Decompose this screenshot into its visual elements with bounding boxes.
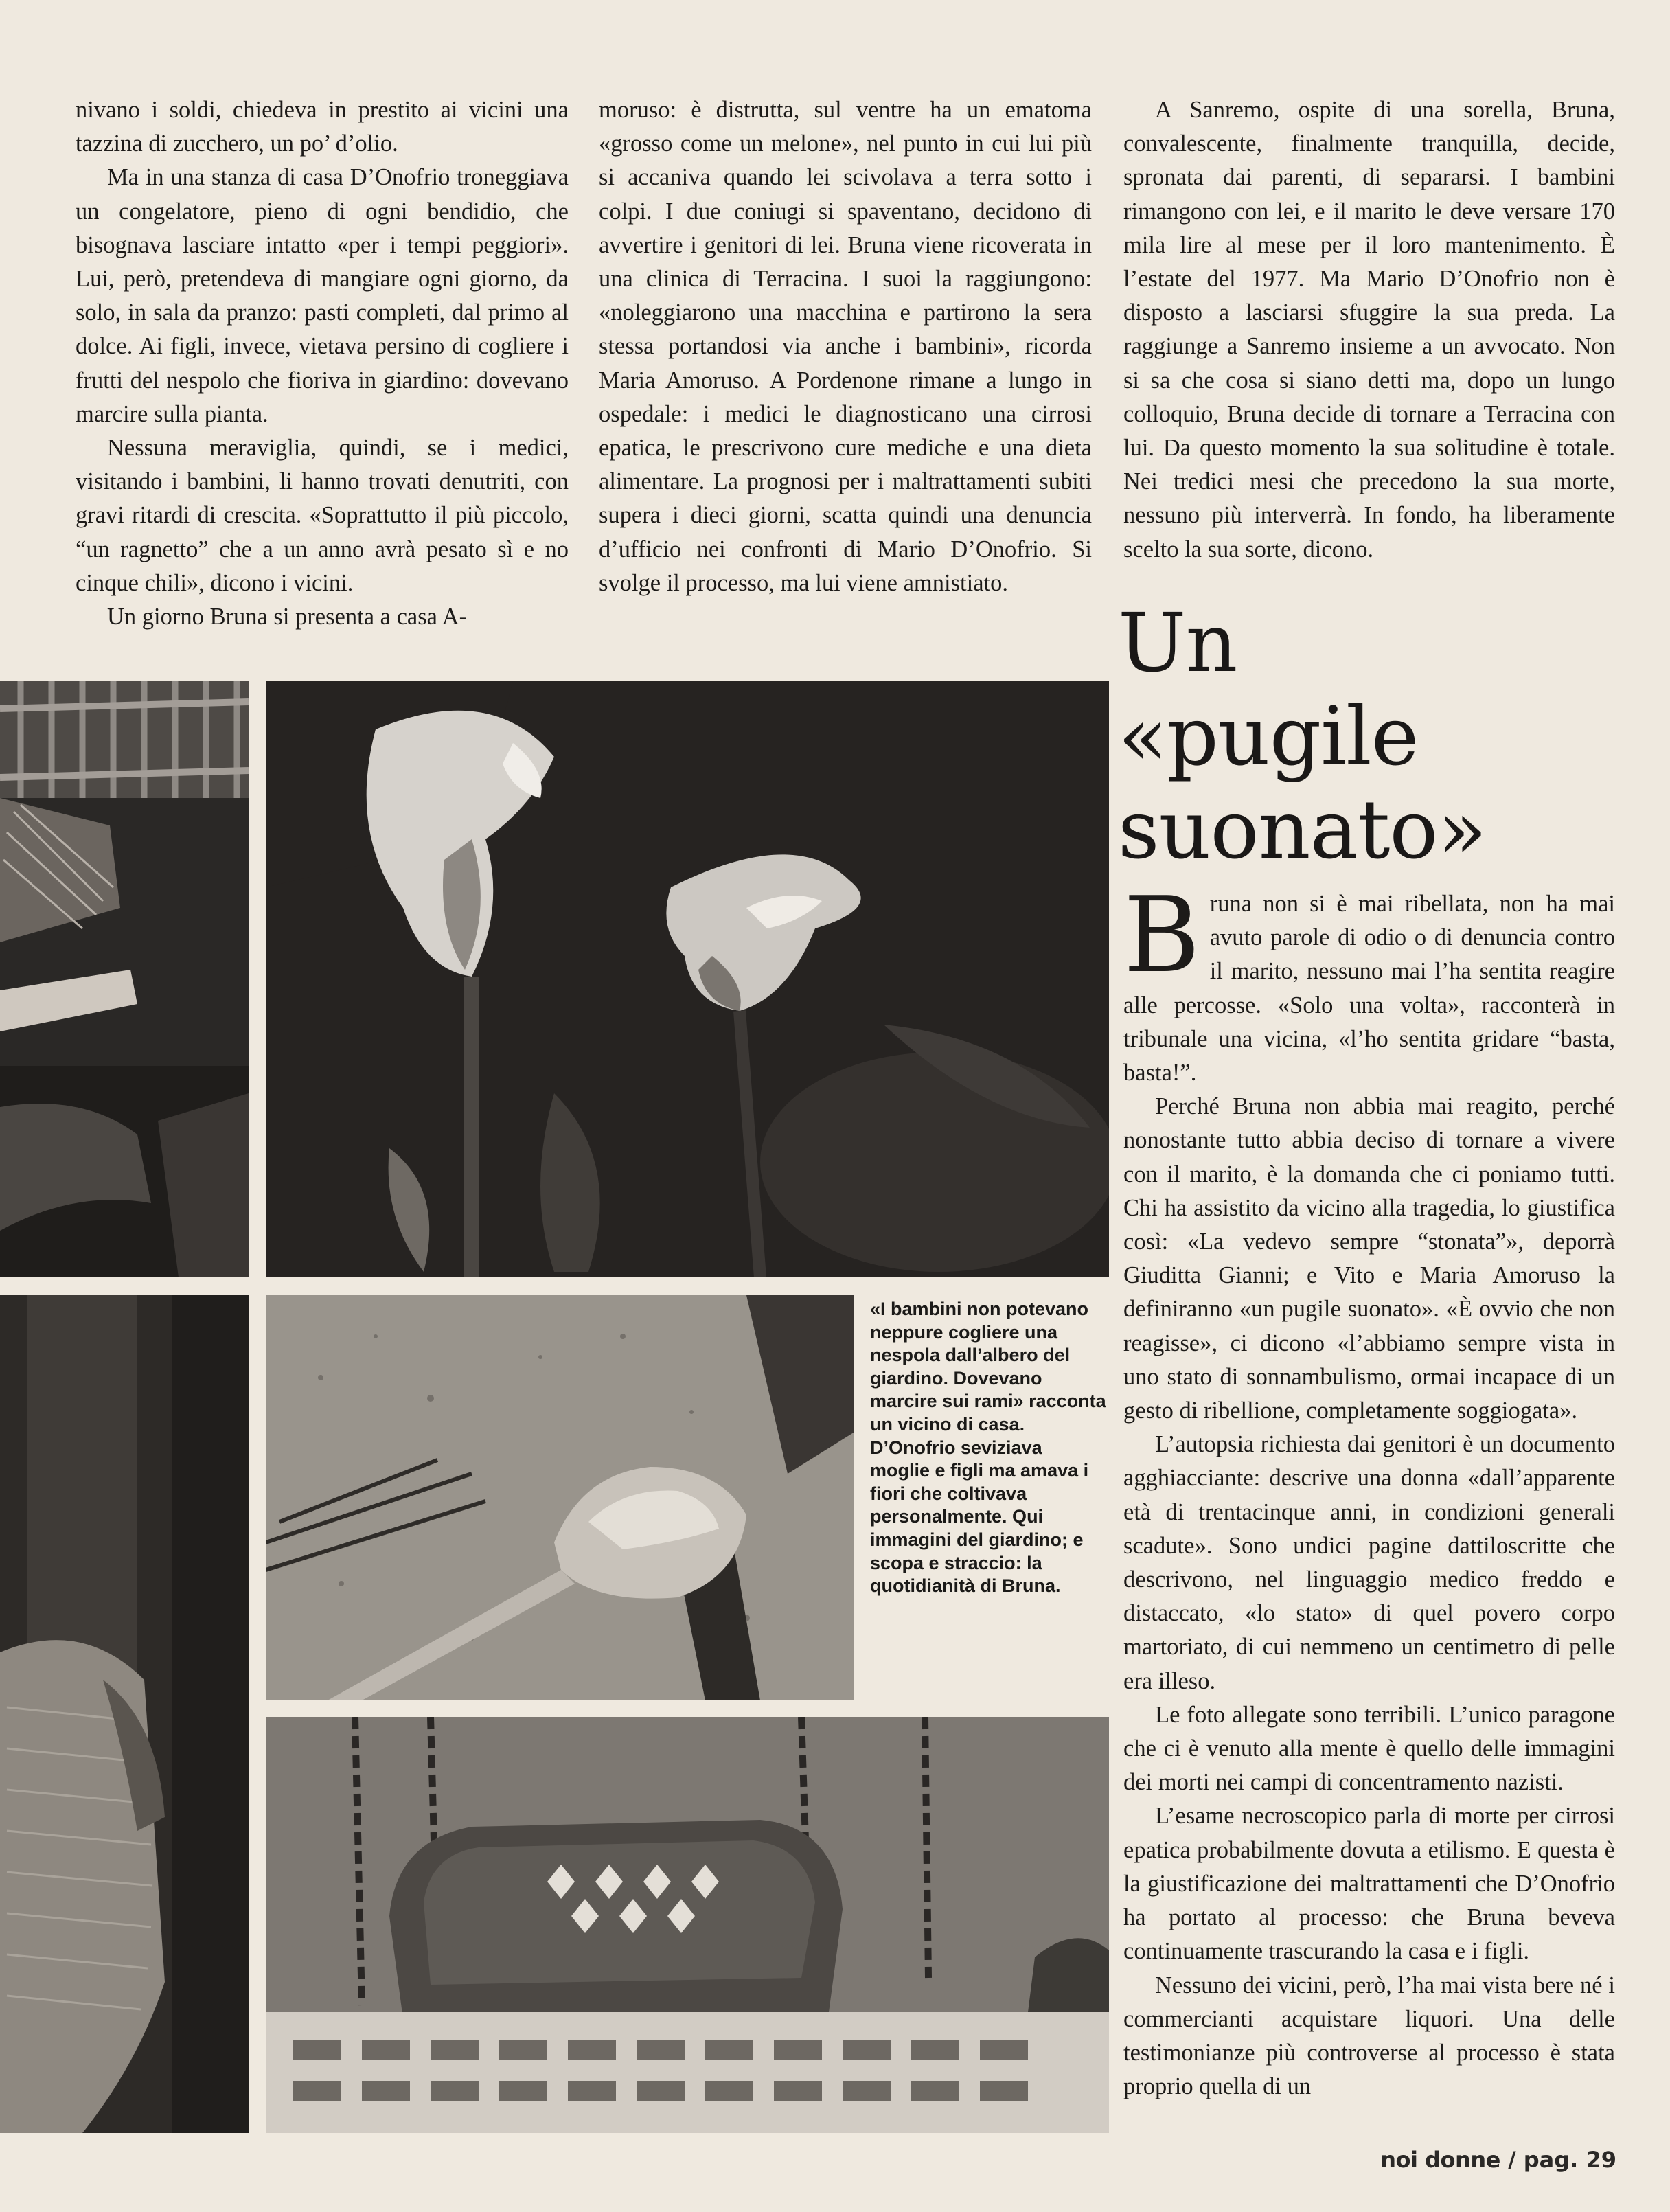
article-column-1: [76, 93, 569, 634]
paragraph: Ma in una stanza di casa D’Onofrio troneggiava un congelatore, pieno di ogni bendidio, che bisognava lasciare intatto «per i tempi peggiori». Lui, però, pretendeva di mangiare ogni giorno, da solo, in sala da pranzo: pasti completi, dal primo al dolce. Ai figli, invece, vietava persino di cogliere i frutti del nespolo che fioriva in giardino: dovevano marcire sulla pianta.: [76, 164, 569, 427]
section-headline: [1118, 596, 1612, 876]
paragraph: nivano i soldi, chiedeva in prestito ai vicini una tazzina di zucchero, un po’ d’olio.: [76, 97, 569, 157]
paragraph-with-dropcap: [1123, 874, 1615, 1090]
photo-rag: [0, 1295, 249, 2133]
paragraph: L’esame necroscopico parla di morte per cirrosi epatica probabilmente dovuta a etilismo. E questa è la giustificazione dei maltrattamenti che D’Onofrio ha portato al processo: che Bruna beveva continuamente trascurando la casa e i figli.: [1123, 1803, 1615, 1965]
paragraph: L’autopsia richiesta dai genitori è un documento agghiacciante: descrive una donna «dall’apparente età di trentacinque anni, in condizioni generali scadute». Sono undici pagine dattiloscritte che descrivono, nel linguaggio medico freddo e distaccato, «lo stato» di quel povero corpo martoriato, di cui nemmeno un centimetro di pelle era illeso.: [1123, 1431, 1615, 1694]
photo-caption: «I bambini non potevano neppure cogliere una nespola dall’albero del giardino. Dovevano marcire sui rami» racconta un vicino di casa. D’Onofrio seviziava moglie e figli ma amava i fiori che coltivava personalmente. Qui immagini del giardino; e scopa e straccio: la quotidianità di Bruna.: [870, 1299, 1106, 1597]
photo-calla-lilies: [266, 681, 1109, 1277]
page-footer: [1380, 2147, 1616, 2173]
paragraph: Nessuna meraviglia, quindi, se i medici, visitando i bambini, li hanno trovati denutriti, con gravi ritardi di crescita. «Soprattutto il più piccolo, “un ragnetto” che a un anno avrà pesato sì e no cinque chili», dicono i vicini.: [76, 435, 569, 596]
headline-line: suonato»: [1118, 782, 1487, 877]
drop-cap: B: [1123, 874, 1200, 996]
magazine-name: noi donne: [1380, 2147, 1500, 2173]
paragraph: A Sanremo, ospite di una sorella, Bruna, convalescente, finalmente tranquilla, decide, spronata dai parenti, di separarsi. I bambini rimangono con lei, e il marito le deve versare 170 mila lire al mese per il loro mantenimento. È l’estate del 1977. Ma Mario D’Onofrio non è disposto a lasciarsi sfuggire la sua preda. La raggiunge a Sanremo insieme a un avvocato. Non si sa che cosa si siano detti ma, dopo un lungo colloquio, Bruna decide di tornare a Terracina con lui. Da questo momento la sua solitudine è totale. Nei tredici mesi che precedono la sua morte, nessuno più interverrà. In fondo, ha liberamente scelto la sua sorte, dicono.: [1123, 97, 1615, 562]
paragraph: Un giorno Bruna si presenta a casa A-: [107, 604, 468, 630]
article-column-4: [1123, 874, 1615, 2103]
article-column-2: [599, 93, 1092, 600]
paragraph: moruso: è distrutta, sul ventre ha un ematoma «grosso come un melone», nel punto in cui lui più si accaniva quando lei scivolava a terra sotto i colpi. I due coniugi si spaventano, decidono di avvertire i genitori di lei. Bruna viene ricoverata in una clinica di Terracina. I suoi la raggiungono: «noleggiarono una macchina e partirono la sera stessa portandosi via anche i bambini», ricorda Maria Amoruso. A Pordenone rimane a lungo in ospedale: i medici le diagnosticano una cirrosi epatica, le prescrivono cure mediche e una dieta alimentare. La prognosi per i maltrattamenti subiti supera i dieci giorni, scatta quindi una denuncia d’ufficio nei confronti di Mario D’Onofrio. Si svolge il processo, ma lui viene amnistiato.: [599, 97, 1092, 596]
paragraph: Perché Bruna non abbia mai reagito, perché nonostante tutto abbia deciso di tornare a vivere con il marito, è la domanda che ci poniamo tutti. Chi ha assistito da vicino alla tragedia, lo giustifica così: «La vedevo sempre “stonata”», deporrà Giuditta Gianni; e Vito e Maria Amoruso la definiranno «un pugile suonato». «È ovvio che non reagisse», ci dicono «l’abbiamo sempre vista in uno stato di sonnambulismo, ormai incapace di un gesto di ribellione, completamente soggiogata».: [1123, 1093, 1615, 1424]
paragraph: Le foto allegate sono terribili. L’unico paragone che ci è venuto alla mente è quello delle immagini dei morti nei campi di concentramento nazisti.: [1123, 1701, 1615, 1796]
photo-broom: [0, 681, 249, 1277]
photo-scoop: [266, 1295, 854, 1700]
page-number: / pag. 29: [1507, 2147, 1616, 2173]
paragraph: Nessuno dei vicini, però, l’ha mai vista bere né i commercianti acquistare liquori. Una delle testimonianze più controverse al processo è stata proprio quella di un: [1123, 1972, 1615, 2100]
headline-line: Un: [1118, 595, 1237, 690]
paragraph-text: runa non si è mai ribellata, non ha mai avuto parole di odio o di denuncia contro il marito, nessuno mai l’ha sentita reagire alle percosse. «Solo una volta», racconterà in tribunale una vicina, «l’ho sentita gridare “basta, basta!”.: [1123, 891, 1615, 1086]
headline-line: «pugile: [1118, 689, 1419, 784]
article-column-3: [1123, 93, 1615, 567]
photo-swing: [266, 1717, 1109, 2133]
